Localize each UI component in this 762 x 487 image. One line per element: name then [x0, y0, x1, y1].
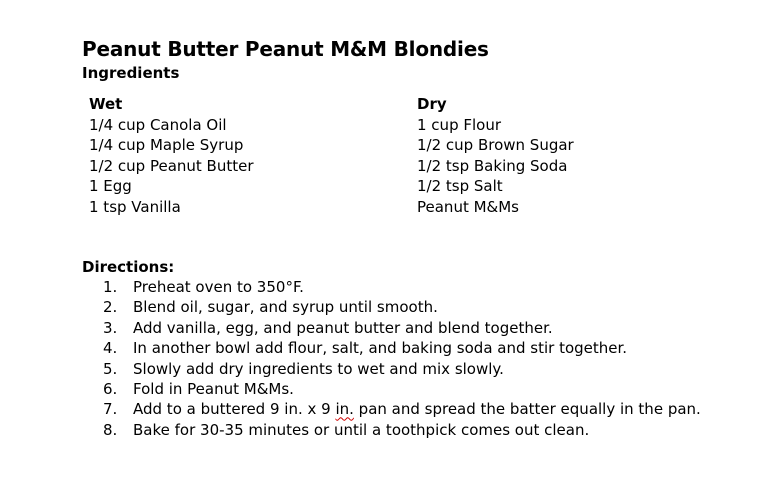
step-number: 4. — [103, 339, 118, 358]
list-item: 1 Egg — [89, 177, 132, 195]
list-item: 1/2 tsp Salt — [417, 177, 503, 195]
list-item: Peanut M&Ms — [417, 197, 519, 216]
list-item — [103, 359, 701, 379]
step-text: In another bowl add flour, salt, and baking soda and stir together. — [133, 339, 628, 358]
step-text: Add vanilla, egg, and peanut butter and blend together. — [133, 318, 553, 337]
wet-ingredient-list — [89, 115, 254, 218]
step-text: Fold in Peanut M&Ms. — [133, 380, 294, 399]
list-item: 1/4 cup Canola Oil — [89, 115, 227, 134]
step-number: 3. — [103, 318, 118, 337]
list-item — [103, 379, 701, 399]
wet-ingredients-column — [89, 94, 254, 217]
list-item: 1/2 cup Brown Sugar — [417, 136, 574, 154]
spellcheck-flagged-word[interactable]: in. — [335, 400, 354, 419]
step-text-before: Add to a buttered 9 in. x 9 — [133, 400, 336, 419]
step-text: Slowly add dry ingredients to wet and mix slowly. — [133, 359, 504, 378]
list-item — [103, 318, 701, 338]
list-item — [103, 399, 701, 419]
list-item — [103, 297, 701, 317]
step-text: Bake for 30-35 minutes or until a toothpick comes out clean. — [133, 420, 590, 439]
directions-list — [103, 277, 701, 440]
list-item: 1/2 tsp Baking Soda — [417, 156, 568, 175]
list-item: 1 cup Flour — [417, 115, 502, 134]
list-item — [103, 420, 701, 440]
dry-ingredients-column — [417, 94, 574, 217]
step-number: 8. — [103, 420, 118, 439]
list-item: 1/4 cup Maple Syrup — [89, 136, 244, 154]
step-number: 1. — [103, 278, 118, 296]
ingredients-heading: Ingredients — [82, 64, 180, 82]
step-text: Blend oil, sugar, and syrup until smooth. — [133, 298, 438, 317]
list-item — [103, 338, 701, 358]
recipe-title: Peanut Butter Peanut M&M Blondies — [82, 37, 489, 61]
dry-ingredient-list — [417, 115, 574, 218]
step-number: 2. — [103, 298, 118, 317]
step-text-after: pan and spread the batter equally in the pan. — [353, 400, 701, 419]
step-number: 6. — [103, 380, 118, 399]
dry-heading: Dry — [417, 95, 447, 113]
step-number: 5. — [103, 359, 118, 378]
list-item: 1/2 cup Peanut Butter — [89, 156, 254, 175]
step-text — [133, 399, 701, 419]
step-number: 7. — [103, 400, 118, 419]
directions-heading: Directions: — [82, 258, 175, 276]
wet-heading: Wet — [89, 95, 123, 113]
step-text: Preheat oven to 350°F. — [133, 278, 304, 296]
list-item — [103, 277, 701, 297]
list-item: 1 tsp Vanilla — [89, 197, 181, 216]
